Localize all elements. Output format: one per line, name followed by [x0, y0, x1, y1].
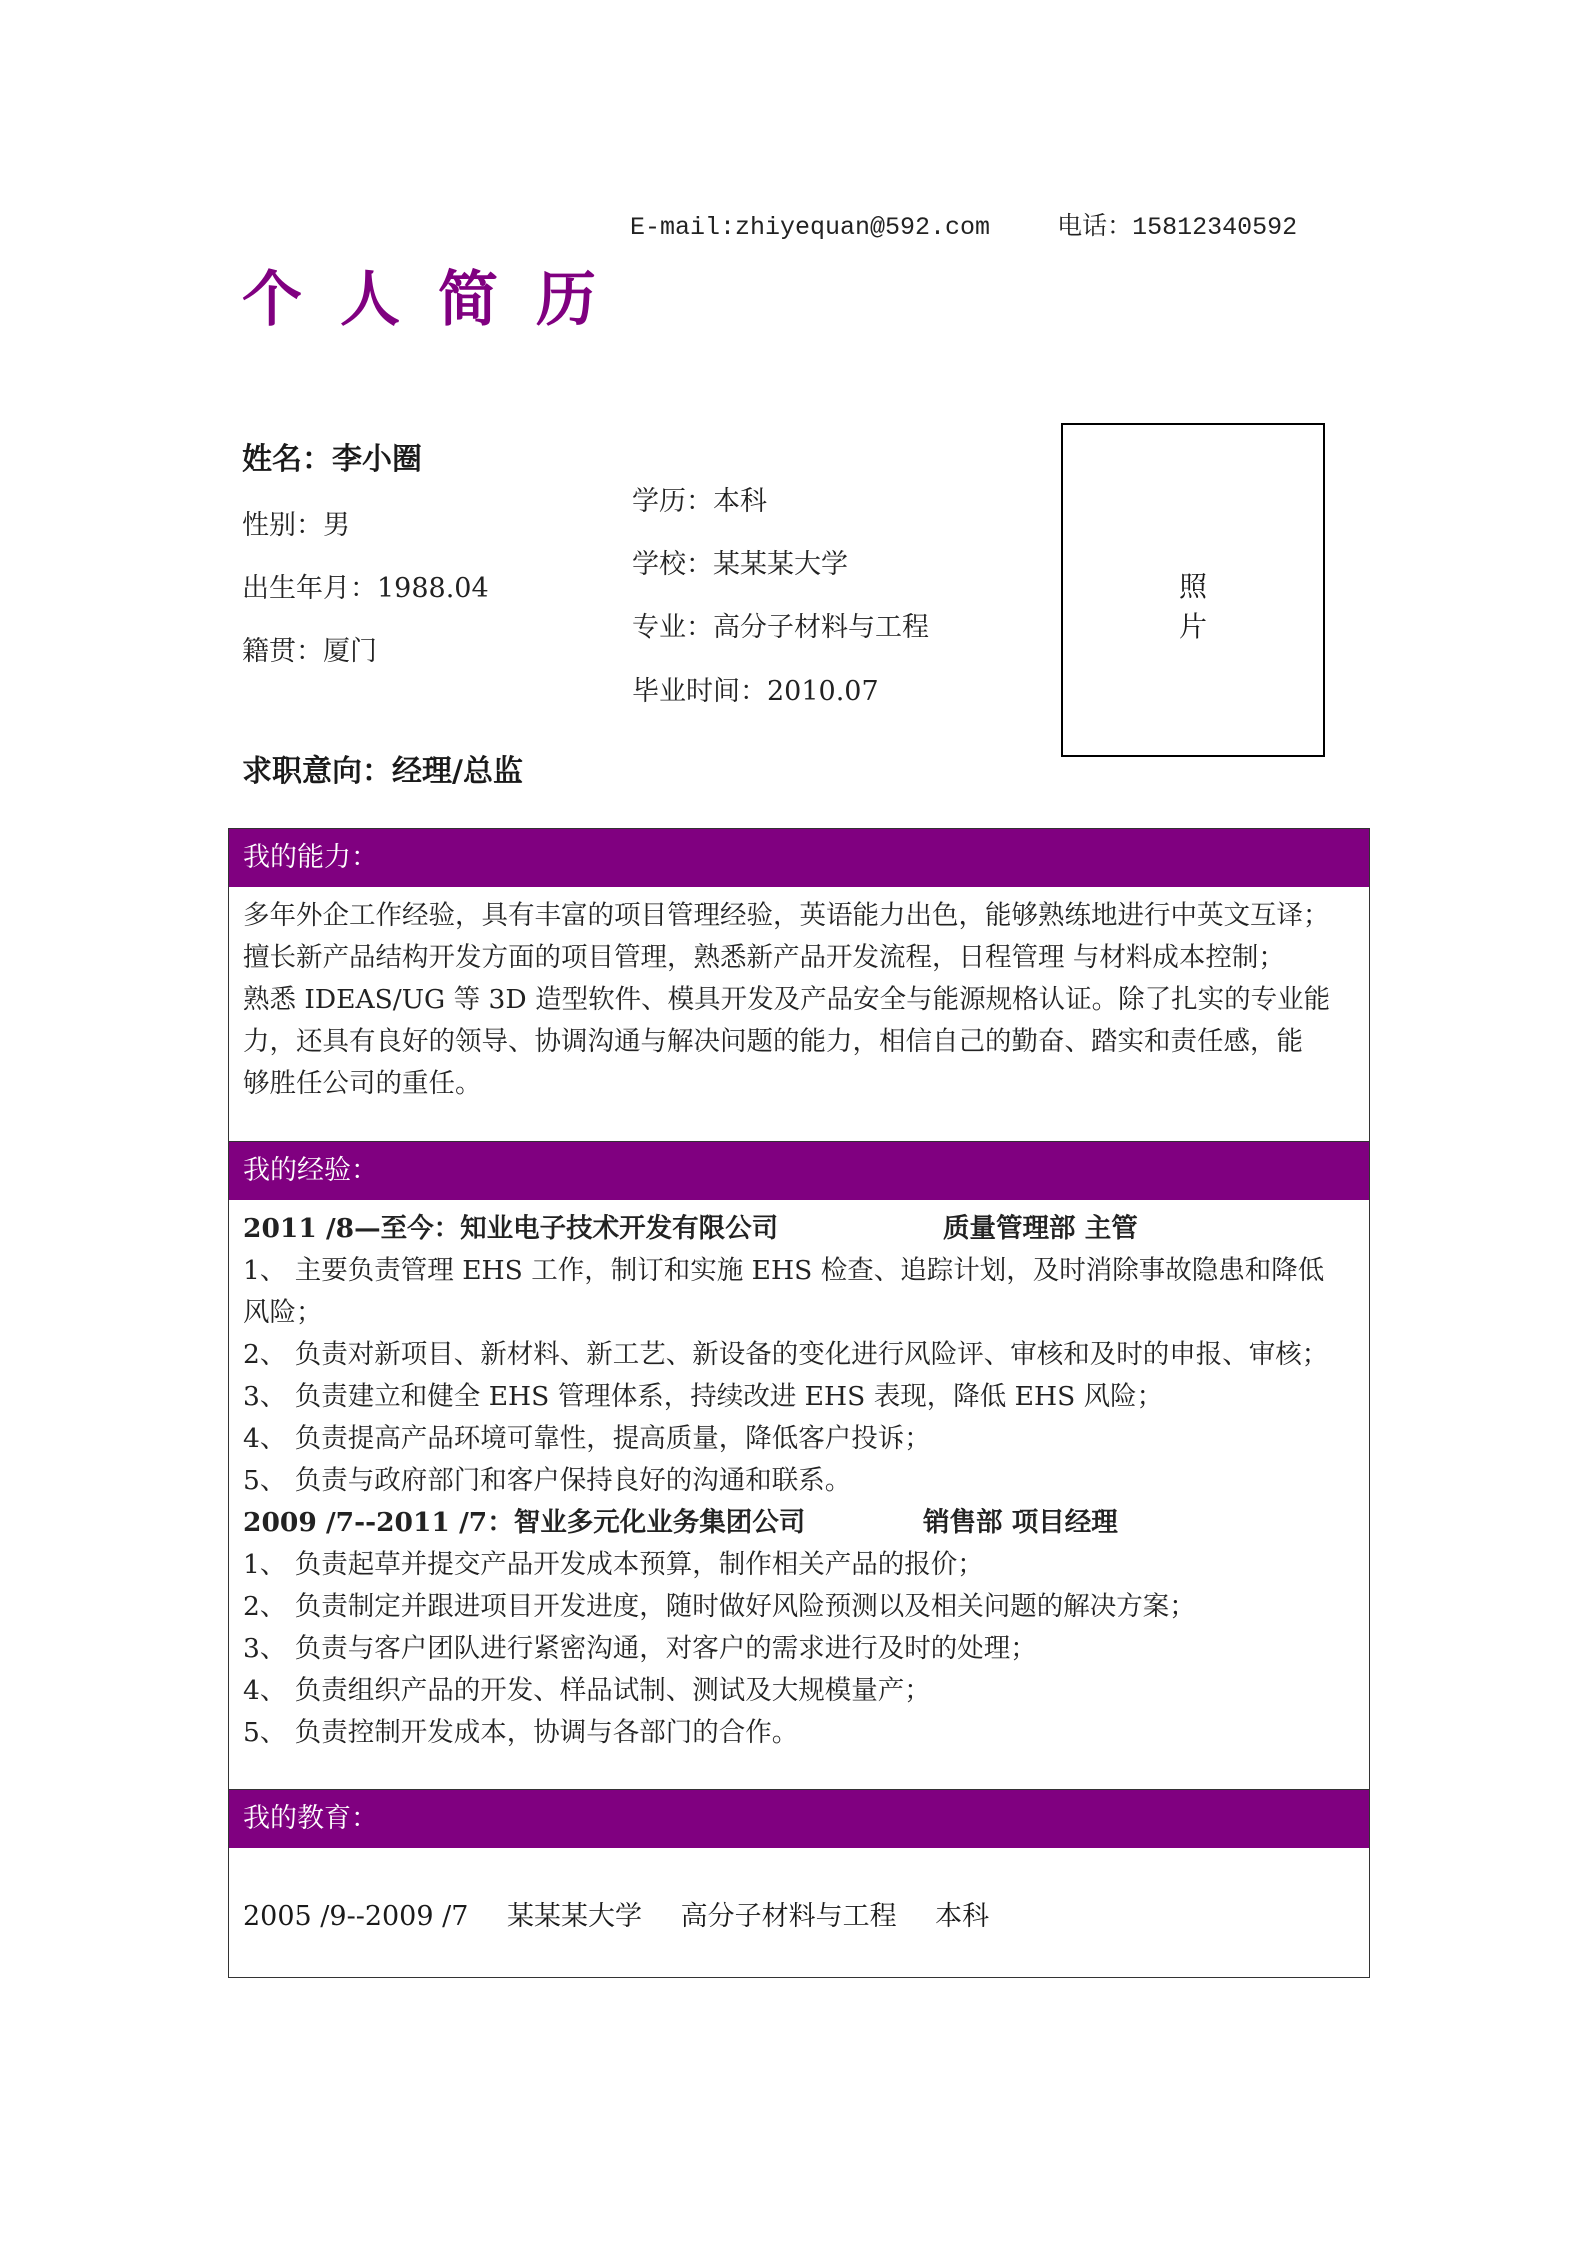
contact-line [630, 206, 1349, 242]
job-duty: 3、 负责建立和健全 EHS 管理体系，持续改进 EHS 表现，降低 EHS 风险； [243, 1381, 1164, 1412]
job-duty: 1、 负责起草并提交产品开发成本预算，制作相关产品的报价； [243, 1549, 984, 1580]
job-header [243, 1208, 1355, 1250]
education-heading: 我的教育： [229, 1790, 1369, 1848]
name-field: 姓名：李小圈 [242, 442, 422, 477]
ability-heading: 我的能力： [229, 829, 1369, 887]
education-major: 高分子材料与工程 [680, 1901, 897, 1932]
native-place-field: 籍贯：厦门 [242, 636, 377, 667]
ability-text [229, 887, 1369, 1105]
experience-section [228, 1141, 1370, 1790]
experience-heading: 我的经验： [229, 1142, 1369, 1200]
ability-line: 力，还具有良好的领导、协调沟通与解决问题的能力，相信自己的勤奋、踏实和责任感，能 [243, 1026, 1303, 1057]
job-dept-role: 销售部 项目经理 [923, 1507, 1118, 1538]
job-period-company: 2009 /7--2011 /7：智业多元化业务集团公司 [243, 1507, 806, 1538]
photo-placeholder [1061, 423, 1325, 757]
job-period-company: 2011 /8—至今：知业电子技术开发有限公司 [243, 1213, 779, 1244]
job-intent: 求职意向：经理/总监 [242, 754, 523, 789]
job-duty: 5、 负责与政府部门和客户保持良好的沟通和联系。 [243, 1465, 852, 1496]
graduation-field: 毕业时间：2010.07 [632, 676, 879, 707]
education-school: 某某某大学 [506, 1901, 642, 1932]
job-duty: 风险； [243, 1297, 323, 1328]
ability-section [228, 828, 1370, 1142]
ability-line: 擅长新产品结构开发方面的项目管理，熟悉新产品开发流程，日程管理 与材料成本控制； [243, 942, 1285, 973]
job-header [243, 1502, 1355, 1544]
experience-body [229, 1200, 1369, 1754]
gender-field: 性别：男 [242, 510, 350, 541]
job-duty: 4、 负责提高产品环境可靠性，提高质量，降低客户投诉； [243, 1423, 931, 1454]
major-field: 专业：高分子材料与工程 [632, 612, 929, 643]
job-duty: 2、 负责制定并跟进项目开发进度，随时做好风险预测以及相关问题的解决方案； [243, 1591, 1196, 1622]
education-period: 2005 /9--2009 /7 [243, 1901, 469, 1932]
ability-line: 够胜任公司的重任。 [243, 1068, 482, 1099]
page-title: 个人简历 [242, 265, 634, 335]
education-entry [229, 1848, 1369, 1933]
education-degree: 本科 [935, 1901, 990, 1932]
birth-field: 出生年月：1988.04 [242, 573, 489, 604]
job-dept-role: 质量管理部 主管 [943, 1213, 1138, 1244]
email-text: E-mail:zhiyequan@592.com [630, 213, 991, 242]
school-field: 学校：某某某大学 [632, 549, 848, 580]
phone-text: 电话：15812340592 [1057, 213, 1298, 242]
ability-line: 熟悉 IDEAS/UG 等 3D 造型软件、模具开发及产品安全与能源规格认证。除了扎实的专业能 [243, 984, 1331, 1015]
education-field: 学历：本科 [632, 486, 767, 517]
ability-line: 多年外企工作经验，具有丰富的项目管理经验，英语能力出色，能够熟练地进行中英文互译； [243, 900, 1330, 931]
job-duty: 4、 负责组织产品的开发、样品试制、测试及大规模量产； [243, 1675, 931, 1706]
job-duty: 5、 负责控制开发成本，协调与各部门的合作。 [243, 1717, 799, 1748]
education-section [228, 1789, 1370, 1978]
photo-label: 照片 [1178, 570, 1287, 643]
job-duty: 1、 主要负责管理 EHS 工作，制订和实施 EHS 检查、追踪计划，及时消除事故隐患和降低 [243, 1255, 1325, 1286]
job-duty: 2、 负责对新项目、新材料、新工艺、新设备的变化进行风险评、审核和及时的申报、审核； [243, 1339, 1329, 1370]
job-duty: 3、 负责与客户团队进行紧密沟通，对客户的需求进行及时的处理； [243, 1633, 1037, 1664]
